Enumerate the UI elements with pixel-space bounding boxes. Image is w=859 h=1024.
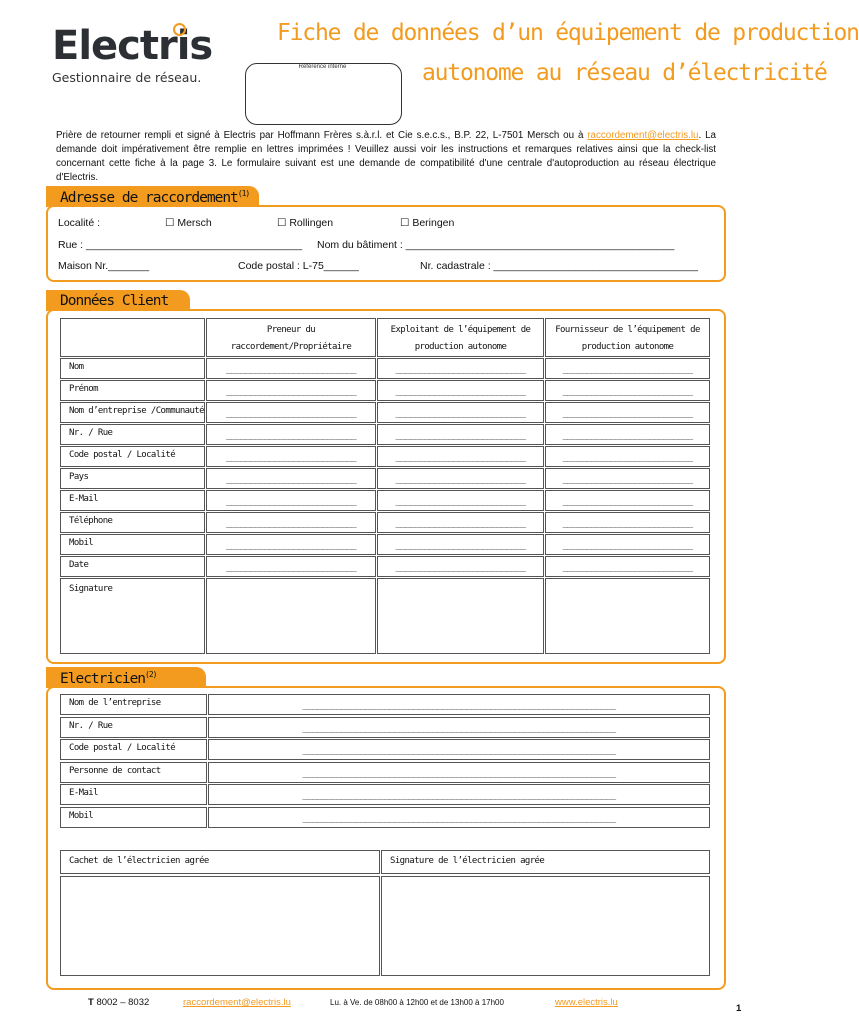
option-rollingen[interactable]: ☐ Rollingen: [277, 217, 334, 229]
elec-row-label: [60, 807, 207, 828]
elec-row-label: [60, 739, 207, 760]
client-row-label-text: Nr. / Rue: [69, 428, 113, 438]
client-field-fournisseur[interactable]: ___________________________: [545, 556, 710, 577]
page-title-line1: Fiche de données d’un équipement de production: [277, 20, 859, 46]
client-field-fournisseur[interactable]: ___________________________: [545, 424, 710, 445]
client-field-fournisseur[interactable]: ___________________________: [545, 358, 710, 379]
elec-field[interactable]: _________________________________________________________________: [208, 717, 710, 738]
client-header-fournisseur: Fournisseur de l’équipement de production autonome: [545, 318, 710, 357]
elec-row-label: [60, 784, 207, 805]
elec-signature-label: Signature de l’électricien agrée: [390, 856, 545, 866]
client-field-fournisseur[interactable]: ___________________________: [545, 402, 710, 423]
option-mersch[interactable]: ☐ Mersch: [165, 217, 212, 229]
page-number: 1: [736, 1003, 742, 1014]
elec-signature-label-cell: [381, 850, 710, 874]
elec-field[interactable]: _________________________________________________________________: [208, 739, 710, 760]
elec-row-label-text: Nom de l’entreprise: [69, 698, 161, 708]
footer-hours: Lu. à Ve. de 08h00 à 12h00 et de 13h00 à 17h00: [330, 998, 504, 1007]
client-row-label-text: E-Mail: [69, 494, 98, 504]
client-row-label: [60, 446, 205, 467]
client-row-label: [60, 512, 205, 533]
signature-fournisseur[interactable]: [545, 578, 710, 654]
client-field-preneur[interactable]: ___________________________: [206, 380, 376, 401]
client-header-exploitant: Exploitant de l’équipement de production autonome: [377, 318, 544, 357]
signature-label: Signature: [69, 584, 113, 594]
client-row-label-text: Nom d’entreprise /Communauté: [69, 406, 204, 416]
client-field-preneur[interactable]: ___________________________: [206, 556, 376, 577]
signature-exploitant[interactable]: [377, 578, 544, 654]
client-field-fournisseur[interactable]: ___________________________: [545, 490, 710, 511]
client-field-preneur[interactable]: ___________________________: [206, 468, 376, 489]
footer-phone-number: 8002 – 8032: [96, 997, 150, 1008]
adresse-title: Adresse de raccordement: [60, 189, 238, 206]
signature-preneur[interactable]: [206, 578, 376, 654]
client-field-fournisseur[interactable]: ___________________________: [545, 380, 710, 401]
reference-label: Référence interne: [298, 64, 347, 70]
sun-icon: [173, 23, 186, 36]
footer-email-link[interactable]: raccordement@electris.lu: [183, 997, 291, 1008]
reference-box[interactable]: [245, 63, 402, 125]
client-field-preneur[interactable]: ___________________________: [206, 512, 376, 533]
client-row-label: [60, 402, 205, 423]
logo-word: Electris: [52, 23, 213, 69]
elec-row-label-text: Nr. / Rue: [69, 720, 113, 731]
intro-email-link[interactable]: raccordement@electris.lu: [587, 130, 699, 141]
elec-field[interactable]: _________________________________________________________________: [208, 807, 710, 828]
elec-row-label-text: Code postal / Localité: [69, 743, 176, 753]
client-field-preneur[interactable]: ___________________________: [206, 402, 376, 423]
client-field-exploitant[interactable]: ___________________________: [377, 380, 544, 401]
client-field-preneur[interactable]: ___________________________: [206, 490, 376, 511]
client-row-label-text: Nom: [69, 362, 84, 372]
client-row-label-text: Téléphone: [69, 516, 113, 526]
client-row-label: [60, 424, 205, 445]
option-beringen[interactable]: ☐ Beringen: [400, 217, 455, 229]
client-header-preneur: Preneur du raccordement/Propriétaire: [206, 318, 376, 357]
client-field-exploitant[interactable]: ___________________________: [377, 490, 544, 511]
footer-website-link[interactable]: www.electris.lu: [555, 997, 618, 1008]
cadastrale-field[interactable]: Nr. cadastrale : ___________________________________: [420, 260, 698, 272]
client-row-label: [60, 556, 205, 577]
client-field-preneur[interactable]: ___________________________: [206, 534, 376, 555]
logo-tagline: Gestionnaire de réseau.: [52, 70, 202, 85]
client-row-label-text: Date: [69, 560, 89, 570]
client-field-exploitant[interactable]: ___________________________: [377, 556, 544, 577]
client-field-exploitant[interactable]: ___________________________: [377, 358, 544, 379]
footer-phone-prefix: T: [88, 997, 94, 1008]
elec-row-label-text: Mobil: [69, 810, 94, 821]
client-field-fournisseur[interactable]: ___________________________: [545, 468, 710, 489]
intro-part1: Prière de retourner rempli et signé à Electris par Hoffmann Frères s.à.r.l. et Cie s.e.c.s., B.P. 22, L-7501 Mersch ou à: [56, 130, 588, 141]
client-field-exploitant[interactable]: ___________________________: [377, 534, 544, 555]
client-field-preneur[interactable]: ___________________________: [206, 358, 376, 379]
maison-field[interactable]: Maison Nr._______: [58, 260, 150, 272]
client-row-label: [60, 358, 205, 379]
cachet-box[interactable]: [60, 876, 380, 976]
electricien-sup: (2): [145, 670, 157, 679]
client-title: Données Client: [60, 293, 169, 309]
rue-field[interactable]: Rue : _____________________________________: [58, 239, 303, 251]
adresse-tab: [46, 186, 259, 207]
cachet-label-cell: [60, 850, 380, 874]
elec-row-label: [60, 717, 207, 738]
client-row-label: [60, 468, 205, 489]
elec-row-label: [60, 762, 207, 783]
footer-phone: [88, 997, 149, 1008]
client-field-fournisseur[interactable]: ___________________________: [545, 446, 710, 467]
client-row-label: [60, 534, 205, 555]
elec-field[interactable]: _________________________________________________________________: [208, 762, 710, 783]
client-field-preneur[interactable]: ___________________________: [206, 446, 376, 467]
client-header-empty: [60, 318, 205, 357]
client-row-label-text: Prénom: [69, 384, 98, 394]
client-field-exploitant[interactable]: ___________________________: [377, 402, 544, 423]
intro-text: [56, 129, 716, 185]
elec-row-label: [60, 694, 207, 715]
client-row-label-text: Mobil: [69, 538, 94, 548]
client-tab: [46, 290, 190, 311]
intro-part2: . La demande doit impérativement être remplie en lettres imprimées ! Veuillez aussi voir les instructions et remarques relatives ainsi que la check-list concernant cette fiche à la page 3. Le formulaire suivant est une demande de compatibilité d'une centrale d'autoproduction au réseau électrique d'Electris.: [56, 130, 716, 183]
elec-row-label-text: Personne de contact: [69, 765, 161, 776]
elec-row-label-text: E-Mail: [69, 788, 98, 798]
client-field-fournisseur[interactable]: ___________________________: [545, 512, 710, 533]
client-field-exploitant[interactable]: ___________________________: [377, 512, 544, 533]
batiment-field[interactable]: Nom du bâtiment : ______________________________________________: [317, 239, 675, 251]
client-field-exploitant[interactable]: ___________________________: [377, 446, 544, 467]
client-field-preneur[interactable]: ___________________________: [206, 424, 376, 445]
electricien-title: Electricien: [60, 670, 146, 687]
elec-field[interactable]: _________________________________________________________________: [208, 694, 710, 715]
signature-label-cell: [60, 578, 205, 654]
page-title-line2: autonome au réseau d’électricité: [422, 60, 827, 86]
elec-signature-box[interactable]: [381, 876, 710, 976]
adresse-sup: (1): [237, 189, 250, 198]
electricien-tab: [46, 667, 206, 688]
localite-label: Localité :: [58, 217, 101, 229]
client-row-label-text: Code postal / Localité: [69, 450, 176, 460]
cachet-label: Cachet de l’électricien agrée: [69, 856, 209, 866]
client-field-exploitant[interactable]: ___________________________: [377, 468, 544, 489]
client-field-fournisseur[interactable]: ___________________________: [545, 534, 710, 555]
client-row-label: [60, 490, 205, 511]
logo: [52, 24, 212, 85]
code-postal-field[interactable]: Code postal : L-75______: [238, 260, 359, 272]
client-row-label-text: Pays: [69, 472, 89, 482]
elec-field[interactable]: _________________________________________________________________: [208, 784, 710, 805]
client-row-label: [60, 380, 205, 401]
client-field-exploitant[interactable]: ___________________________: [377, 424, 544, 445]
